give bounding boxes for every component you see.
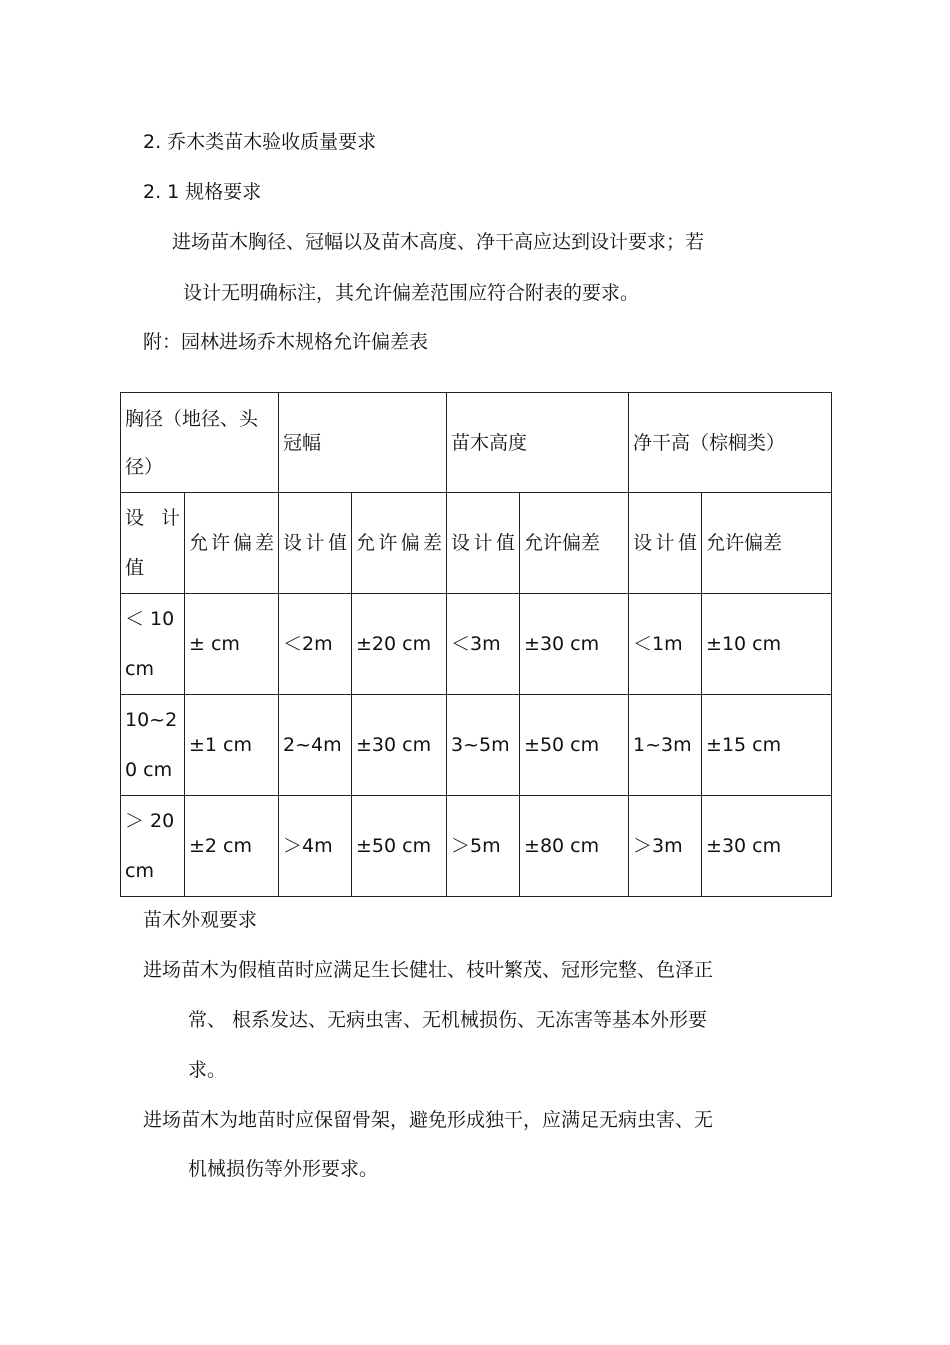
paragraph-line: 进场苗木为地苗时应保留骨架，避免形成独干，应满足无病虫害、无	[143, 1109, 714, 1131]
subheader-tolerance: 允许偏差	[520, 493, 629, 594]
paragraph-line: 常、 根系发达、无病虫害、无机械损伤、无冻害等基本外形要	[188, 1009, 708, 1031]
paragraph-line: 进场苗木胸径、冠幅以及苗木高度、净干高应达到设计要求；若	[172, 231, 705, 253]
subheader-tolerance: 允许偏差	[352, 493, 447, 594]
subsection-heading: 2. 1 规格要求	[143, 181, 262, 203]
paragraph-line: 设计无明确标注，其允许偏差范围应符合附表的要求。	[183, 282, 640, 304]
table-cell: ＜3m	[447, 594, 520, 695]
table-row	[121, 796, 832, 897]
table-cell: ＜1m	[629, 594, 702, 695]
paragraph-line: 求。	[188, 1059, 227, 1081]
section-heading: 2. 乔木类苗木验收质量要求	[143, 131, 377, 153]
table-cell: ±15 cm	[702, 695, 832, 796]
subheader-design-value: 设计值	[447, 493, 520, 594]
group-header-dbh: 胸径（地径、头径）	[121, 393, 279, 493]
group-header-clear-trunk: 净干高（棕榈类）	[629, 393, 832, 493]
subheader-design-value: 设计值	[629, 493, 702, 594]
table-cell: ±30 cm	[702, 796, 832, 897]
subheader-tolerance: 允许偏差	[702, 493, 832, 594]
table-cell: ±30 cm	[352, 695, 447, 796]
group-header-crown: 冠幅	[279, 393, 447, 493]
table-cell: ＞4m	[279, 796, 352, 897]
table-cell: ±1 cm	[185, 695, 279, 796]
table-cell: ±2 cm	[185, 796, 279, 897]
table-cell: ± cm	[185, 594, 279, 695]
table-row	[121, 594, 832, 695]
appearance-heading: 苗木外观要求	[143, 909, 258, 931]
paragraph-line: 机械损伤等外形要求。	[188, 1158, 379, 1180]
paragraph-line: 进场苗木为假植苗时应满足生长健壮、枝叶繁茂、冠形完整、色泽正	[143, 959, 714, 981]
table-cell: ±50 cm	[352, 796, 447, 897]
table-cell: ＞5m	[447, 796, 520, 897]
subheader-tolerance: 允许偏差	[185, 493, 279, 594]
table-cell: 2~4m	[279, 695, 352, 796]
table-cell: ±80 cm	[520, 796, 629, 897]
table-subheader-row	[121, 493, 832, 594]
table-cell: ±30 cm	[520, 594, 629, 695]
table-cell: ±10 cm	[702, 594, 832, 695]
subheader-design-value: 设计值	[279, 493, 352, 594]
table-group-header-row	[121, 393, 832, 493]
table-row	[121, 695, 832, 796]
table-caption: 附：园林进场乔木规格允许偏差表	[143, 331, 429, 353]
group-header-height: 苗木高度	[447, 393, 629, 493]
tolerance-table	[120, 392, 832, 897]
table-cell: ＞3m	[629, 796, 702, 897]
subheader-design-value: 设计值	[121, 493, 185, 594]
table-cell: ＜ 10 cm	[121, 594, 185, 695]
table-cell: ＜2m	[279, 594, 352, 695]
table-cell: ±50 cm	[520, 695, 629, 796]
table-cell: 3~5m	[447, 695, 520, 796]
table-cell: ＞ 20 cm	[121, 796, 185, 897]
table-cell: 1~3m	[629, 695, 702, 796]
table-cell: ±20 cm	[352, 594, 447, 695]
table-cell: 10~20 cm	[121, 695, 185, 796]
